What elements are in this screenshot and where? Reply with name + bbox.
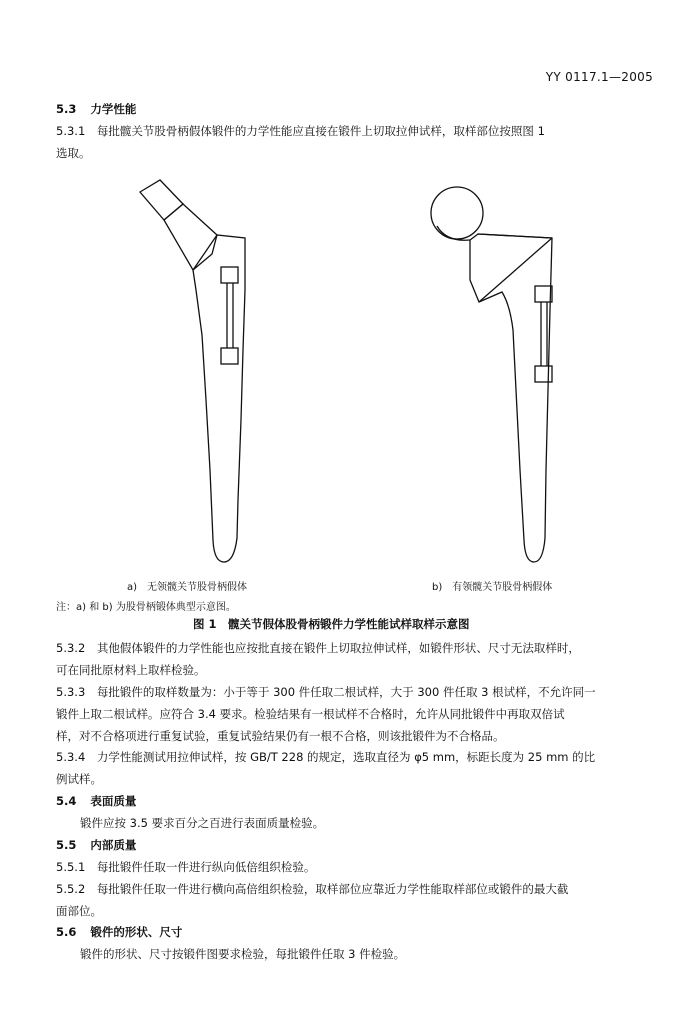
section-number: 5.4 [56,794,77,808]
paragraph-text: 其他假体锻件的力学性能也应按批直接在锻件上切取拉伸试样，如锻件形状、尺寸无法取样时， [96,641,580,655]
figure-caption-b: b) 有领髋关节股骨柄假体 [432,582,553,593]
paragraph-5-3-1-line1 [56,121,545,142]
paragraph-5-5-2-line2: 面部位。 [56,904,102,918]
figure-title: 图 1 髋关节假体股骨柄锻件力学性能试样取样示意图 [193,617,470,631]
collared-stem-drawing [431,187,552,562]
standard-code: YY 0117.1—2005 [545,70,653,84]
section-number: 5.6 [56,925,77,939]
section-title: 表面质量 [90,794,137,808]
figure-1-drawing [0,170,699,570]
section-title: 锻件的形状、尺寸 [90,925,183,939]
section-heading-5-3 [56,99,136,120]
paragraph-number: 5.3.1 [56,124,86,138]
paragraph-5-5-2-line1 [56,879,568,900]
paragraph-5-3-1-line2: 选取。 [56,146,91,160]
section-number: 5.5 [56,838,77,852]
paragraph-number: 5.3.2 [56,641,86,655]
paragraph-5-5-1 [56,857,315,878]
section-title: 内部质量 [90,838,137,852]
paragraph-number: 5.3.3 [56,685,86,699]
section-heading-5-5 [56,835,136,856]
paragraph-number: 5.3.4 [56,750,86,764]
figure-caption-a: a) 无领髋关节股骨柄假体 [127,582,248,593]
section-heading-5-4 [56,791,136,812]
section-title: 力学性能 [90,102,137,116]
paragraph-5-4-body: 锻件应按 3.5 要求百分之百进行表面质量检验。 [80,816,325,830]
paragraph-text: 每批锻件任取一件进行纵向低倍组织检验。 [96,860,316,874]
paragraph-5-3-4-line2: 例试样。 [56,772,102,786]
collarless-stem-drawing [140,180,245,562]
paragraph-5-3-3-line2: 锻件上取二根试样。应符合 3.4 要求。检验结果有一根试样不合格时，允许从同批锻件中再取双倍试 [56,707,565,721]
paragraph-5-3-2-line2: 可在同批原材料上取样检验。 [56,663,206,677]
paragraph-text: 力学性能测试用拉伸试样，按 GB/T 228 的规定，选取直径为 φ5 mm，标距长度为 25 mm 的比 [96,750,596,764]
section-number: 5.3 [56,102,77,116]
paragraph-5-6-body: 锻件的形状、尺寸按锻件图要求检验，每批锻件任取 3 件检验。 [80,947,406,961]
section-heading-5-6 [56,922,182,943]
paragraph-number: 5.5.2 [56,882,86,896]
paragraph-text: 每批锻件的取样数量为：小于等于 300 件任取二根试样，大于 300 件任取 3 根试样，不允许同一 [96,685,596,699]
paragraph-5-3-2-line1 [56,638,580,659]
paragraph-5-3-3-line3: 样，对不合格项进行重复试验，重复试验结果仍有一根不合格，则该批锻件为不合格品。 [56,729,505,743]
paragraph-text: 每批髋关节股骨柄假体锻件的力学性能应直接在锻件上切取拉伸试样，取样部位按照图 1 [96,124,545,138]
paragraph-text: 每批锻件任取一件进行横向高倍组织检验，取样部位应靠近力学性能取样部位或锻件的最大截 [96,882,569,896]
figure-note: 注：a) 和 b) 为股骨柄锻体典型示意图。 [56,602,236,613]
paragraph-5-3-4-line1 [56,747,595,768]
paragraph-number: 5.5.1 [56,860,86,874]
paragraph-5-3-3-line1 [56,682,596,703]
